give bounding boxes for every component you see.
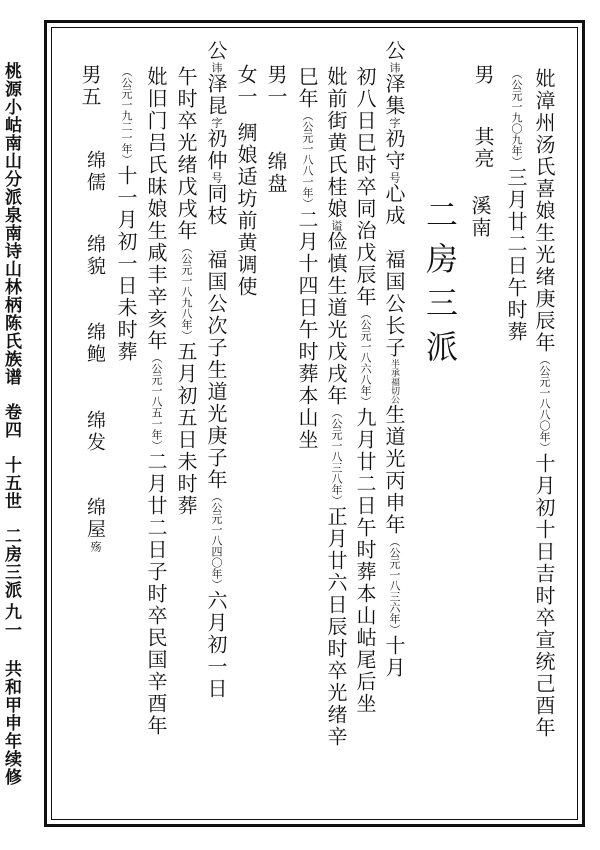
year-note: （公元一八六八年） xyxy=(359,308,372,407)
margin-branch: 二房三派 xyxy=(1,527,21,599)
annotation: 字 xyxy=(210,117,223,128)
year-note: （公元一八八一年） xyxy=(301,110,314,209)
text-column-11 xyxy=(206,40,226,700)
margin-volume: 卷四 xyxy=(1,403,21,439)
text-segment: 十月 xyxy=(382,635,406,679)
son-name: 其亮 xyxy=(471,126,495,170)
text-segment: 妣前街黄氏桂娘 xyxy=(324,66,348,220)
sons-label: 男五 xyxy=(78,64,102,108)
text-segment: 初八日巳时卒同治戊辰年 xyxy=(353,66,377,308)
text-segment: 福国公次子生道光庚子年 xyxy=(204,249,228,491)
section-title: 二房三派 xyxy=(421,198,459,374)
text-segment: 福国公长子 xyxy=(382,249,406,359)
son-name: 绵盘 xyxy=(264,151,288,195)
text-column-10 xyxy=(236,64,256,108)
daughter-label: 女一 xyxy=(234,64,258,108)
year-note: （公元一八八〇年） xyxy=(538,354,551,453)
text-segment: 心成 xyxy=(382,183,406,227)
text-column-13 xyxy=(146,66,166,737)
son-name: 绵儒 xyxy=(84,150,106,194)
son-label: 男 xyxy=(471,64,495,86)
son-name-text: 绵屋 xyxy=(84,497,106,541)
text-segment: 俭慎生道光戊戌年 xyxy=(324,231,348,407)
text-column-9 xyxy=(266,64,286,108)
year-note: （公元一八三八年） xyxy=(330,407,343,506)
text-column-14 xyxy=(116,66,136,363)
text-column-2 xyxy=(506,68,526,343)
son-name: 绵鲍 xyxy=(84,322,106,366)
year-note: （公元一八三六年） xyxy=(388,536,401,635)
margin-book-title: 桃源小岵南山分派泉南诗山林柄陈氏族谱 xyxy=(1,62,21,386)
text-segment: 六月初一日 xyxy=(204,590,228,700)
text-segment: 二月十四日午时葬本山坐 xyxy=(295,209,319,451)
text-segment: 二月廿二日子时卒民国辛酉年 xyxy=(144,451,168,737)
text-column-4: 溪南 xyxy=(468,195,492,239)
text-segment: 正月廿六日辰时卒光绪辛 xyxy=(324,506,348,748)
annotation: 讳 xyxy=(210,62,223,73)
annotation: 号 xyxy=(210,172,223,183)
text-column-1 xyxy=(534,68,554,739)
text-segment: 九月廿二日午时葬本山岵尾后坐 xyxy=(353,407,377,715)
text-column-8 xyxy=(297,66,317,451)
annotation: 半承福切公 xyxy=(389,359,399,404)
annotation: 谥 xyxy=(330,220,343,231)
text-segment: 公 xyxy=(382,40,406,62)
text-column-6 xyxy=(355,66,375,715)
text-segment: 礽仲 xyxy=(204,128,228,172)
margin-generation: 十五世 xyxy=(1,456,21,510)
text-segment: 十月初十日吉时卒宣统己酉年 xyxy=(532,453,556,739)
text-segment: 巳年 xyxy=(295,66,319,110)
year-note: （公元一八五一年） xyxy=(150,352,163,451)
text-segment: 十一月初一日未时葬 xyxy=(114,165,138,363)
daughter-text: 绸娘适坊前黄调使 xyxy=(234,122,258,298)
text-segment: 生道光丙申年 xyxy=(382,404,406,536)
margin-page-number: 九一 xyxy=(1,603,21,639)
text-segment: 五月初五日未时葬 xyxy=(174,341,198,517)
annotation: 讳 xyxy=(388,62,401,73)
margin-edition: 共和甲申年续修 xyxy=(1,660,21,786)
text-segment: 同枝 xyxy=(204,183,228,227)
text-column-12 xyxy=(176,66,196,517)
son-name xyxy=(85,497,104,552)
text-column-5 xyxy=(384,40,404,679)
son-name: 绵貌 xyxy=(84,234,106,278)
text-segment: 公 xyxy=(204,40,228,62)
text-segment: 礽守 xyxy=(382,128,406,172)
son-name: 绵发 xyxy=(84,410,106,454)
annotation: 号 xyxy=(388,172,401,183)
person-name: 泽集 xyxy=(382,73,406,117)
year-note: （公元一八九八年） xyxy=(180,242,193,341)
annotation: 字 xyxy=(388,117,401,128)
text-segment: 三月廿二日午时葬 xyxy=(504,167,528,343)
son-label: 男一 xyxy=(264,64,288,108)
year-note: （公元一九〇九年） xyxy=(510,68,523,167)
year-note: （公元一八四〇年） xyxy=(210,491,223,590)
text-column-3 xyxy=(473,64,493,86)
annotation: 殇 xyxy=(89,541,102,552)
year-note: （公元一九二一年） xyxy=(120,66,133,165)
text-segment: 午时卒光绪戊戌年 xyxy=(174,66,198,242)
text-segment: 妣漳州汤氏喜娘生光绪庚辰年 xyxy=(532,68,556,354)
text-segment: 妣旧门吕氏昧娘生咸丰辛亥年 xyxy=(144,66,168,352)
person-name: 泽昆 xyxy=(204,73,228,117)
text-column-7 xyxy=(326,66,346,748)
